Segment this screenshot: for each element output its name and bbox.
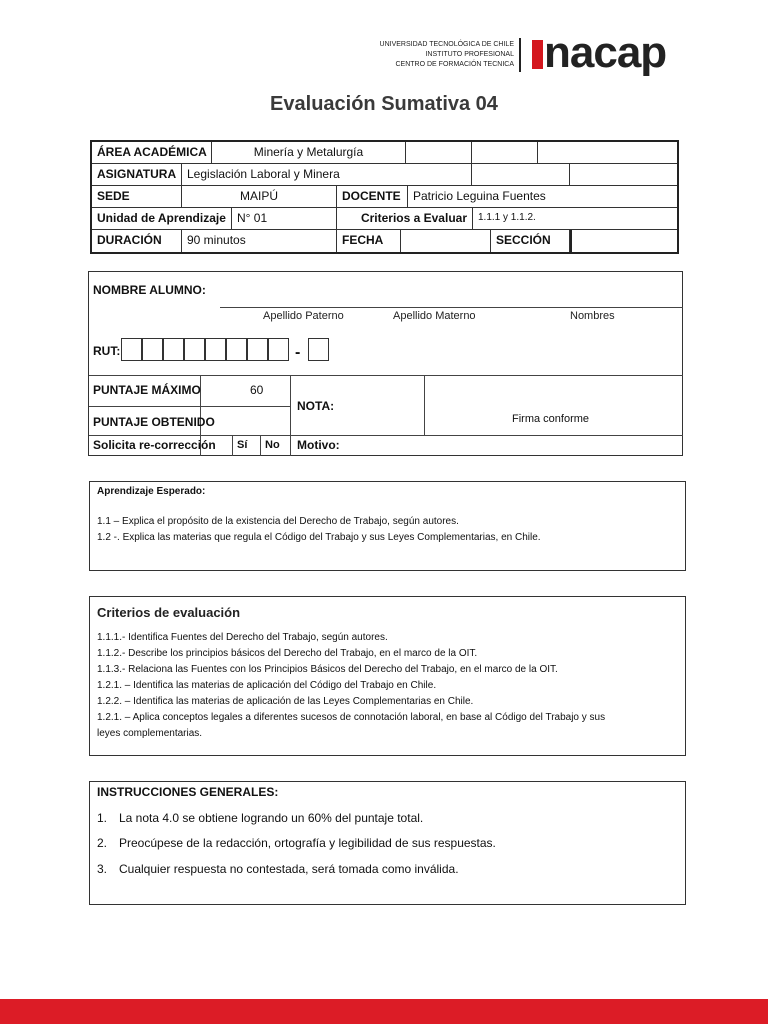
seccion-label: SECCIÓN — [491, 230, 570, 252]
instruccion-item — [97, 811, 423, 825]
divider — [89, 375, 683, 376]
divider — [89, 435, 683, 436]
instruccion-number: 1. — [97, 811, 108, 825]
fecha-label: FECHA — [337, 230, 401, 252]
divider — [232, 435, 233, 456]
criterio-item: 1.2.2. – Identifica las materias de aplicación de las Leyes Complementarias en Chile. — [97, 696, 474, 707]
sede-label: SEDE — [92, 186, 182, 207]
rut-digit-box[interactable] — [121, 338, 142, 361]
aprendizaje-item: 1.1 – Explica el propósito de la existencia del Derecho de Trabajo, según autores. — [97, 516, 459, 527]
rut-digit-box[interactable] — [226, 338, 247, 361]
nombre-label: NOMBRE ALUMNO: — [93, 283, 206, 297]
nota-label: NOTA: — [297, 399, 335, 413]
institution-names — [330, 40, 514, 70]
criterio-item: 1.2.1. – Identifica las materias de aplicación del Código del Trabajo en Chile. — [97, 680, 437, 691]
apellido-paterno-label: Apellido Paterno — [263, 310, 344, 322]
rut-check-digit-box[interactable] — [308, 338, 329, 361]
table-row — [92, 142, 677, 164]
instruccion-item — [97, 862, 459, 876]
fecha-field[interactable] — [401, 230, 491, 252]
seccion-field[interactable] — [570, 230, 677, 252]
criterios-label: Criterios a Evaluar — [337, 208, 473, 229]
puntaje-max-label: PUNTAJE MÁXIMO — [93, 383, 201, 397]
divider — [290, 375, 291, 456]
aprendizaje-item: 1.2 -. Explica las materias que regula el Código del Trabajo y sus Leyes Complementarias, en Chile. — [97, 532, 541, 543]
institution-line: CENTRO DE FORMACIÓN TECNICA — [395, 61, 514, 68]
table-row — [92, 230, 677, 252]
rut-digit-box[interactable] — [142, 338, 163, 361]
empty-cell — [538, 142, 677, 163]
institution-line: UNIVERSIDAD TECNOLÓGICA DE CHILE — [379, 41, 514, 48]
instruccion-text: Cualquier respuesta no contestada, será tomada como inválida. — [119, 862, 459, 876]
footer-bar — [0, 999, 768, 1024]
criterios-box — [89, 596, 686, 756]
docente-value: Patricio Leguina Fuentes — [413, 189, 546, 203]
name-line[interactable] — [220, 307, 683, 308]
divider — [424, 375, 425, 435]
puntaje-obtenido-label: PUNTAJE OBTENIDO — [93, 415, 215, 429]
area-value: Minería y Metalurgía — [212, 142, 406, 163]
instruccion-number: 2. — [97, 836, 108, 850]
empty-cell — [406, 142, 472, 163]
criterio-item: 1.1.3.- Relaciona las Fuentes con los Principios Básicos del Derecho del Trabajo, en el marco de la OIT. — [97, 664, 558, 675]
no-option[interactable]: No — [265, 439, 280, 451]
criterios-title: Criterios de evaluación — [97, 605, 241, 620]
rut-digit-box[interactable] — [184, 338, 205, 361]
instrucciones-title: INSTRUCCIONES GENERALES: — [97, 785, 279, 799]
course-info-table — [90, 140, 679, 254]
unidad-label: Unidad de Aprendizaje — [92, 208, 232, 229]
recorreccion-label: Solicita re-corrección — [93, 438, 216, 452]
empty-cell — [472, 142, 538, 163]
criterios-value: 1.1.1 y 1.1.2. — [478, 212, 536, 223]
instruccion-text: La nota 4.0 se obtiene logrando un 60% del puntaje total. — [119, 811, 424, 825]
criterio-item: leyes complementarias. — [97, 728, 203, 739]
student-info-box — [88, 271, 683, 456]
empty-cell — [570, 164, 677, 185]
header-divider — [519, 38, 521, 72]
area-label: ÁREA ACADÉMICA — [92, 142, 212, 163]
apellido-materno-label: Apellido Materno — [393, 310, 476, 322]
logo-red-block — [532, 40, 543, 69]
docente-label: DOCENTE — [337, 186, 408, 207]
inacap-logo — [532, 28, 674, 77]
sede-value: MAIPÚ — [182, 186, 337, 207]
puntaje-max-value: 60 — [250, 383, 264, 397]
institution-line: INSTITUTO PROFESIONAL — [425, 51, 514, 58]
page-title: Evaluación Sumativa 04 — [270, 93, 498, 115]
instruccion-number: 3. — [97, 862, 108, 876]
rut-digit-box[interactable] — [205, 338, 226, 361]
duracion-value: 90 minutos — [182, 230, 337, 252]
motivo-label: Motivo: — [297, 438, 340, 452]
firma-label: Firma conforme — [512, 413, 590, 425]
criterio-item: 1.2.1. – Aplica conceptos legales a diferentes sucesos de connotación laboral, en base al Código del Trabajo y sus — [97, 712, 606, 723]
instruccion-text: Preocúpese de la redacción, ortografía y legibilidad de sus respuestas. — [119, 836, 496, 850]
duracion-label: DURACIÓN — [92, 230, 182, 252]
divider — [260, 435, 261, 456]
asignatura-label: ASIGNATURA — [92, 164, 182, 185]
instruccion-item — [97, 836, 496, 850]
rut-digit-box[interactable] — [247, 338, 268, 361]
criterio-item: 1.1.2.- Describe los principios básicos del Derecho del Trabajo, en el marco de la OIT. — [97, 648, 478, 659]
aprendizaje-box — [89, 481, 686, 571]
rut-digit-box[interactable] — [163, 338, 184, 361]
unidad-value: N° 01 — [232, 208, 337, 229]
aprendizaje-title: Aprendizaje Esperado: — [97, 486, 206, 497]
instrucciones-box — [89, 781, 686, 905]
puntaje-obtenido-field[interactable] — [202, 407, 290, 435]
empty-cell — [472, 164, 570, 185]
table-row — [92, 186, 677, 208]
si-option[interactable]: Sí — [237, 439, 248, 451]
rut-label: RUT: — [93, 344, 121, 358]
logo-text: nacap — [544, 28, 667, 77]
asignatura-value: Legislación Laboral y Minera — [182, 164, 472, 185]
rut-digit-box[interactable] — [268, 338, 289, 361]
criterio-item: 1.1.1.- Identifica Fuentes del Derecho del Trabajo, según autores. — [97, 632, 388, 643]
table-row — [92, 208, 677, 230]
nombres-label: Nombres — [570, 310, 615, 322]
rut-dash: - — [295, 344, 301, 361]
table-row — [92, 164, 677, 186]
